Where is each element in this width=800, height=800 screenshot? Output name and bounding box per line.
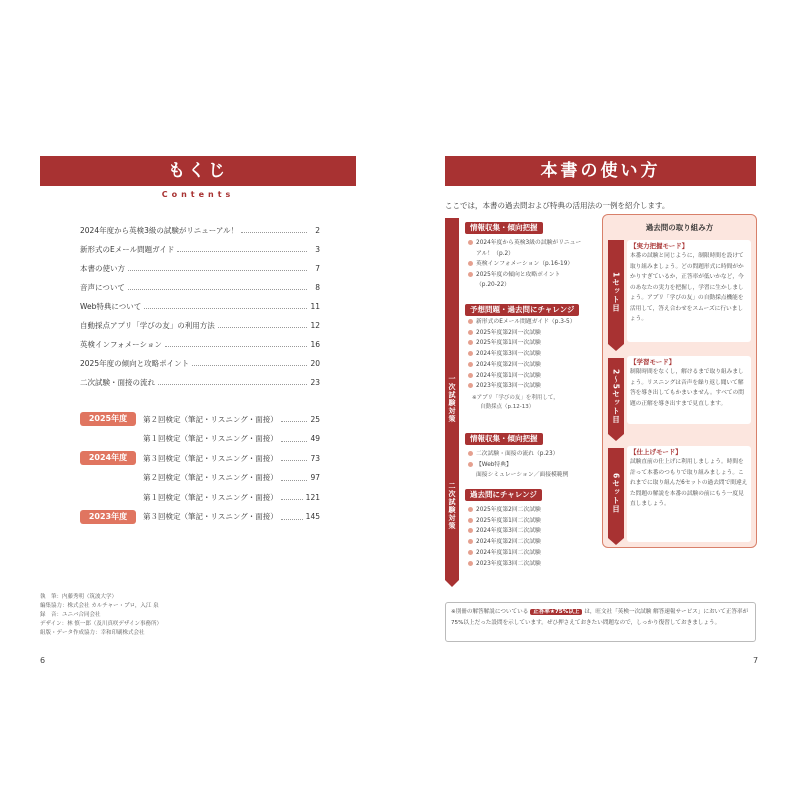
bullet-icon bbox=[468, 240, 473, 245]
list-item bbox=[468, 361, 541, 370]
bullet-icon bbox=[468, 539, 473, 544]
page-number: 6 bbox=[40, 656, 46, 665]
list-item-text: 2024年度第3回一次試験 bbox=[476, 351, 541, 358]
mode-title: 【学習モード】 bbox=[630, 358, 676, 366]
year-badge: 2023年度 bbox=[80, 510, 136, 524]
list-item bbox=[468, 382, 541, 391]
list-item bbox=[468, 271, 560, 280]
toc-page-number: 3 bbox=[315, 244, 320, 254]
second-exam-arrow-label: 二次試験対策 bbox=[448, 482, 456, 530]
exam-row-leader bbox=[281, 475, 308, 481]
bullet-icon bbox=[468, 373, 473, 378]
list-item-text: （p.20-22） bbox=[476, 282, 510, 288]
bullet-icon bbox=[468, 319, 473, 324]
exam-row-leader bbox=[281, 494, 303, 500]
bullet-icon bbox=[468, 518, 473, 523]
list-item bbox=[468, 450, 558, 459]
exam-row bbox=[143, 511, 320, 523]
exam-row bbox=[143, 452, 320, 464]
toc-row bbox=[80, 262, 320, 274]
exam-row-leader bbox=[281, 514, 303, 520]
toc-page-number: 16 bbox=[310, 339, 320, 349]
credit-line: 録 音：ユニバ合同会社 bbox=[40, 612, 101, 618]
bullet-icon bbox=[468, 340, 473, 345]
credit-line: 組版・データ作成協力：幸和印刷株式会社 bbox=[40, 630, 145, 636]
section-tag-info1: 情報収集・傾向把握 bbox=[465, 222, 543, 234]
list-item-text: アル！（p.2） bbox=[476, 250, 514, 257]
list-item-text: 二次試験・面接の流れ（p.23） bbox=[476, 451, 559, 457]
exam-row-title: 第２回検定（筆記・リスニング・面接） bbox=[143, 414, 278, 424]
mode-box bbox=[627, 356, 751, 424]
footnote-text-1: ※別冊の解答解説についている bbox=[451, 609, 529, 615]
mode-description: 本番の試験と同じように，制限時間を設けて取り組みましょう。どの問題形式に時間がかかりすぎているか，正答率が低いかなど，今のあなたの実力を把握し，学習に生かしましょう。アプリ「学びの友」の自動採点機能を活用して，答え合わせをスムーズに行いましょう。 bbox=[630, 253, 744, 322]
year-badge: 2025年度 bbox=[80, 412, 136, 426]
toc-page-number: 7 bbox=[315, 263, 320, 273]
contents-label: Contents bbox=[161, 190, 235, 199]
bullet-icon bbox=[468, 330, 473, 335]
page-title: もくじ bbox=[40, 156, 356, 186]
list-item bbox=[468, 517, 541, 526]
section-tag-info2: 情報収集・傾向把握 bbox=[465, 433, 543, 445]
toc-page-number: 20 bbox=[310, 358, 320, 368]
bullet-icon bbox=[468, 528, 473, 533]
list-item bbox=[468, 260, 573, 269]
toc-leader bbox=[128, 265, 307, 271]
list-item-text: 2023年度第3回二次試験 bbox=[476, 560, 541, 567]
exam-row-leader bbox=[281, 436, 308, 442]
bullet-icon bbox=[468, 272, 473, 277]
toc-entry-title: 2025年度の傾向と攻略ポイント bbox=[80, 358, 190, 368]
list-item-text: 2025年度第1回二次試験 bbox=[476, 517, 541, 524]
exam-row bbox=[143, 413, 320, 425]
toc-leader bbox=[177, 246, 307, 252]
list-item bbox=[468, 339, 541, 348]
set-badge: 2〜5セット目 bbox=[608, 358, 624, 434]
exam-row-leader bbox=[281, 455, 308, 461]
app-note: ※アプリ「学びの友」を利用して， bbox=[472, 395, 559, 401]
exam-row bbox=[143, 433, 320, 445]
mode-box bbox=[627, 446, 751, 542]
section-tag-practice: 予想問題・過去問にチャレンジ bbox=[465, 304, 579, 316]
list-item-text: 2025年度第1回一次試験 bbox=[476, 340, 541, 347]
toc-row bbox=[80, 338, 320, 350]
intro-text: ここでは，本書の過去問および特典の活用法の一例を紹介します。 bbox=[445, 201, 670, 210]
toc-row bbox=[80, 357, 320, 369]
toc-leader bbox=[165, 341, 307, 347]
list-item bbox=[468, 350, 541, 359]
exam-row-leader bbox=[281, 416, 308, 422]
list-item bbox=[468, 506, 541, 515]
bullet-icon bbox=[468, 383, 473, 388]
toc-entry-title: 二次試験・面接の流れ bbox=[80, 377, 155, 387]
list-item-text: 2024年度第1回一次試験 bbox=[476, 372, 541, 379]
set-badge: 6セット目 bbox=[608, 448, 624, 538]
toc-page-number: 2 bbox=[315, 225, 320, 235]
toc-leader bbox=[192, 360, 307, 366]
exam-row bbox=[143, 472, 320, 484]
toc-row bbox=[80, 376, 320, 388]
list-item bbox=[468, 471, 568, 480]
toc-entry-title: 2024年度から英検3級の試験がリニューアル！ bbox=[80, 225, 239, 235]
list-item-text: 2025年度の傾向と攻略ポイント bbox=[476, 271, 561, 278]
credits bbox=[40, 593, 162, 638]
toc-row bbox=[80, 243, 320, 255]
exam-row-page: 121 bbox=[305, 492, 320, 502]
bullet-icon bbox=[468, 261, 473, 266]
set-badge: 1セット目 bbox=[608, 240, 624, 344]
exam-row-page: 25 bbox=[310, 414, 320, 424]
list-item-text: 2025年度第2回二次試験 bbox=[476, 507, 541, 513]
toc-leader bbox=[128, 284, 307, 290]
footnote-text-2: は，旺文社「英検一次試験 解答速報サービス」において正答率が75%以上だった設問を示しています。ぜひ押さえておきたい問題なので，しっかり復習しておきましょう。 bbox=[451, 609, 749, 626]
toc-entry-title: 英検インフォメーション bbox=[80, 339, 162, 349]
list-item bbox=[468, 329, 541, 338]
toc-page-number: 12 bbox=[310, 320, 320, 330]
list-item-text: 2024年度第2回一次試験 bbox=[476, 361, 541, 368]
toc-leader bbox=[241, 227, 307, 233]
exam-row-page: 49 bbox=[310, 434, 320, 443]
app-note-2: 自動採点（p.12-13） bbox=[480, 404, 535, 410]
toc-row bbox=[80, 319, 320, 331]
toc-entry-title: 新形式のEメール問題ガイド bbox=[80, 244, 175, 254]
list-item bbox=[468, 527, 541, 536]
toc-row bbox=[80, 300, 320, 312]
exam-row-page: 73 bbox=[310, 453, 320, 463]
right-page bbox=[400, 0, 800, 800]
list-item bbox=[468, 549, 541, 558]
exam-row-title: 第１回検定（筆記・リスニング・面接） bbox=[143, 434, 278, 443]
bullet-icon bbox=[468, 462, 473, 467]
list-item-text: 2025年度第2回一次試験 bbox=[476, 329, 541, 336]
bullet-icon bbox=[468, 351, 473, 356]
toc-row bbox=[80, 281, 320, 293]
footnote-box bbox=[445, 602, 756, 642]
list-item bbox=[468, 239, 581, 248]
exam-row-title: 第３回検定（筆記・リスニング・面接） bbox=[143, 453, 278, 463]
year-badge: 2024年度 bbox=[80, 451, 136, 465]
toc-entry-title: 音声について bbox=[80, 282, 125, 292]
list-item bbox=[468, 560, 541, 569]
bullet-icon bbox=[468, 451, 473, 456]
toc-leader bbox=[144, 303, 307, 309]
mode-description: 試験直前の仕上げに利用しましょう。時間を計って本番のつもりで取り組みましょう。これまでに取り組んだ6セットの過去問で間違えた問題の解説を本番の試験の前にもう一度見直しましょう。 bbox=[630, 459, 748, 507]
exam-row-title: 第１回検定（筆記・リスニング・面接） bbox=[143, 492, 278, 502]
toc-page-number: 11 bbox=[310, 301, 320, 311]
list-item-text: 英検インフォメーション（p.16-19） bbox=[476, 261, 574, 267]
mode-title: 【実力把握モード】 bbox=[630, 242, 689, 250]
toc-entry-title: 自動採点アプリ「学びの友」の利用方法 bbox=[80, 320, 215, 330]
toc-entry-title: Web特典について bbox=[80, 301, 142, 311]
list-item-text: 【Web特典】 bbox=[476, 461, 512, 468]
list-item-text: 新形式のEメール問題ガイド（p.3-5） bbox=[476, 319, 576, 325]
list-item-text: 面接シミュレーション／面接模範例 bbox=[476, 472, 569, 478]
list-item bbox=[468, 318, 576, 327]
mode-box bbox=[627, 240, 751, 342]
list-item bbox=[468, 372, 541, 381]
toc-row bbox=[80, 224, 320, 236]
mode-description: 制限時間をなくし，解けるまで取り組みましょう。リスニングは音声を繰り返し聞いて解答を導き出してもかまいません。すべての問題の正解を導き出すまで見直します。 bbox=[630, 369, 744, 407]
approach-box-title: 過去問の取り組み方 bbox=[645, 223, 714, 232]
credit-line: 編集協力：株式会社 カルチャー・プロ，入江 泉 bbox=[40, 603, 159, 609]
mode-title: 【仕上げモード】 bbox=[630, 448, 682, 456]
bullet-icon bbox=[468, 507, 473, 512]
toc-page-number: 8 bbox=[315, 282, 320, 292]
second-exam-arrow bbox=[445, 436, 459, 576]
list-item-text: 2024年度から英検3級の試験がリニュー bbox=[476, 240, 582, 246]
toc-page-number: 23 bbox=[310, 377, 320, 387]
page-number: 7 bbox=[753, 656, 759, 665]
list-item-text: 2023年度第3回一次試験 bbox=[476, 383, 541, 390]
toc-leader bbox=[218, 322, 307, 328]
bullet-icon bbox=[468, 550, 473, 555]
credit-line: デザイン：林 慎一郎（及川真咲デザイン事務所） bbox=[40, 621, 162, 627]
credit-line: 執 筆：内藤秀明（筑波大学） bbox=[40, 594, 118, 600]
section-tag-past: 過去問にチャレンジ bbox=[465, 489, 542, 501]
list-item-text: 2024年度第1回二次試験 bbox=[476, 549, 541, 556]
list-item bbox=[468, 281, 510, 290]
bullet-icon bbox=[468, 362, 473, 367]
toc-entry-title: 本書の使い方 bbox=[80, 263, 125, 273]
list-item-text: 2024年度第2回二次試験 bbox=[476, 539, 541, 546]
exam-row-title: 第２回検定（筆記・リスニング・面接） bbox=[143, 473, 278, 482]
list-item-text: 2024年度第3回二次試験 bbox=[476, 528, 541, 535]
page-title: 本書の使い方 bbox=[445, 156, 756, 186]
exam-row bbox=[143, 491, 320, 503]
list-item bbox=[468, 250, 514, 259]
toc-leader bbox=[158, 379, 307, 385]
bullet-icon bbox=[468, 561, 473, 566]
accuracy-chip: 正答率★75%以上 bbox=[530, 609, 582, 615]
first-exam-arrow-label: 一次試験対策 bbox=[448, 375, 456, 423]
exam-row-title: 第３回検定（筆記・リスニング・面接） bbox=[143, 512, 278, 521]
exam-row-page: 97 bbox=[310, 473, 320, 482]
list-item bbox=[468, 538, 541, 547]
list-item bbox=[468, 461, 512, 470]
exam-row-page: 145 bbox=[305, 512, 320, 521]
